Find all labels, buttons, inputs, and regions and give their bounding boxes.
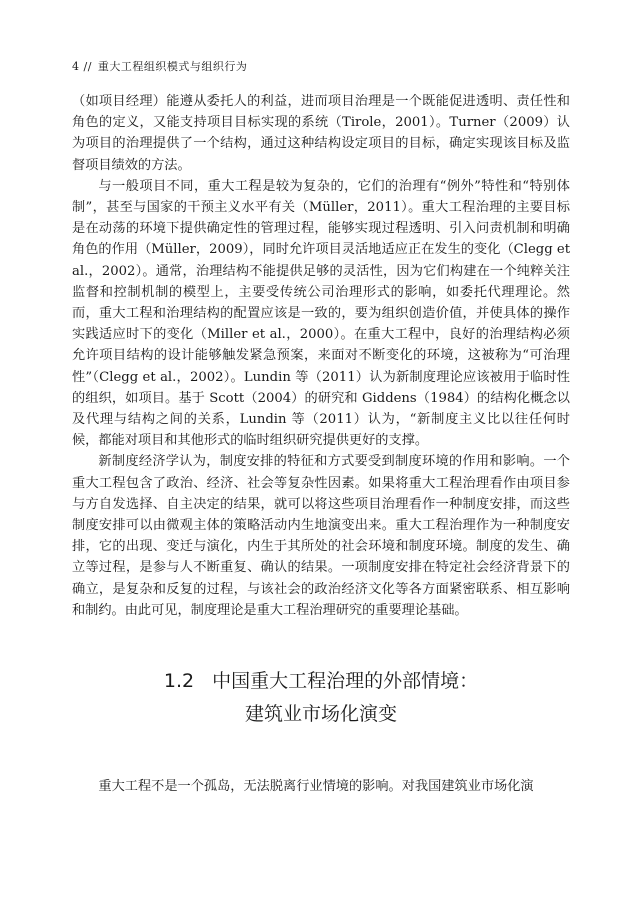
section-title-line-2: 建筑业市场化演变 (244, 703, 397, 726)
section-heading-line-1 (72, 665, 570, 698)
page-number: 4 // (72, 60, 92, 73)
book-title: 重大工程组织模式与组织行为 (97, 60, 248, 73)
running-header (72, 60, 570, 74)
paragraph-2: 与一般项目不同，重大工程是较为复杂的，它们的治理有“例外”特性和“特别体制”，甚至与国家的干预主义水平有关（Müller，2011）。重大工程治理的主要目标是在动荡的环境下提供确定性的管理过程，能够实现过程透明、引入问责机制和明确角色的作用（Müller，2009），同时允许项目灵活地适应正在发生的变化（Clegg et al.，2002）。通常，治理结构不能提供足够的灵活性，因为它们构建在一个纯粹关注监督和控制机制的模型上，主要受传统公司治理形式的影响，如委托代理理论。然而，重大工程和治理结构的配置应该是一致的，要为组织创造价值，并使具体的操作实践适应时下的变化（Miller et al.，2000）。在重大工程中，良好的治理结构必须允许项目结构的设计能够触发紧急预案，来面对不断变化的环境，这被称为“可治理性”（Clegg et al.，2002）。Lundin 等（2011）认为新制度理论应该被用于临时性的组织，如项目。基于 Scott（2004）的研究和 Giddens（1984）的结构化概念以及代理与结构之间的关系，Lundin 等（2011）认为，“新制度主义比以往任何时候，都能对项目和其他形式的临时组织研究提供更好的支撑。 (72, 178, 570, 449)
section-heading (72, 665, 570, 731)
paragraph-3: 新制度经济学认为，制度安排的特征和方式要受到制度环境的作用和影响。一个重大工程包含了政治、经济、社会等复杂性因素。如果将重大工程治理看作由项目参与方自发选择、自主决定的结果，就可以将这些项目治理看作一种制度安排，而这些制度安排可以由微观主体的策略活动内生地演变出来。重大工程治理作为一种制度安排，它的出现、变迁与演化，内生于其所处的社会环境和制度环境。制度的发生、确立等过程，是参与人不断重复、确认的结果。一项制度安排在特定社会经济背景下的确立，是复杂和反复的过程，与该社会的政治经济文化等各方面紧密联系、相互影响和制约。由此可见，制度理论是重大工程治理研究的重要理论基础。 (72, 454, 570, 618)
closing-paragraph: 重大工程不是一个孤岛，无法脱离行业情境的影响。对我国建筑业市场化演 (98, 779, 534, 795)
paragraph-1: （如项目经理）能遵从委托人的利益，进而项目治理是一个既能促进透明、责任性和角色的定义，又能支持项目目标实现的系统（Tirole，2001）。Turner（2009）认为项目的治理提供了一个结构，通过这种结构设定项目的目标，确定实现该目标及监督项目绩效的方法。 (72, 94, 570, 173)
section-title-line-1: 中国重大工程治理的外部情境： (212, 670, 479, 693)
section-number: 1.2 (163, 670, 195, 693)
document-page (72, 60, 570, 797)
